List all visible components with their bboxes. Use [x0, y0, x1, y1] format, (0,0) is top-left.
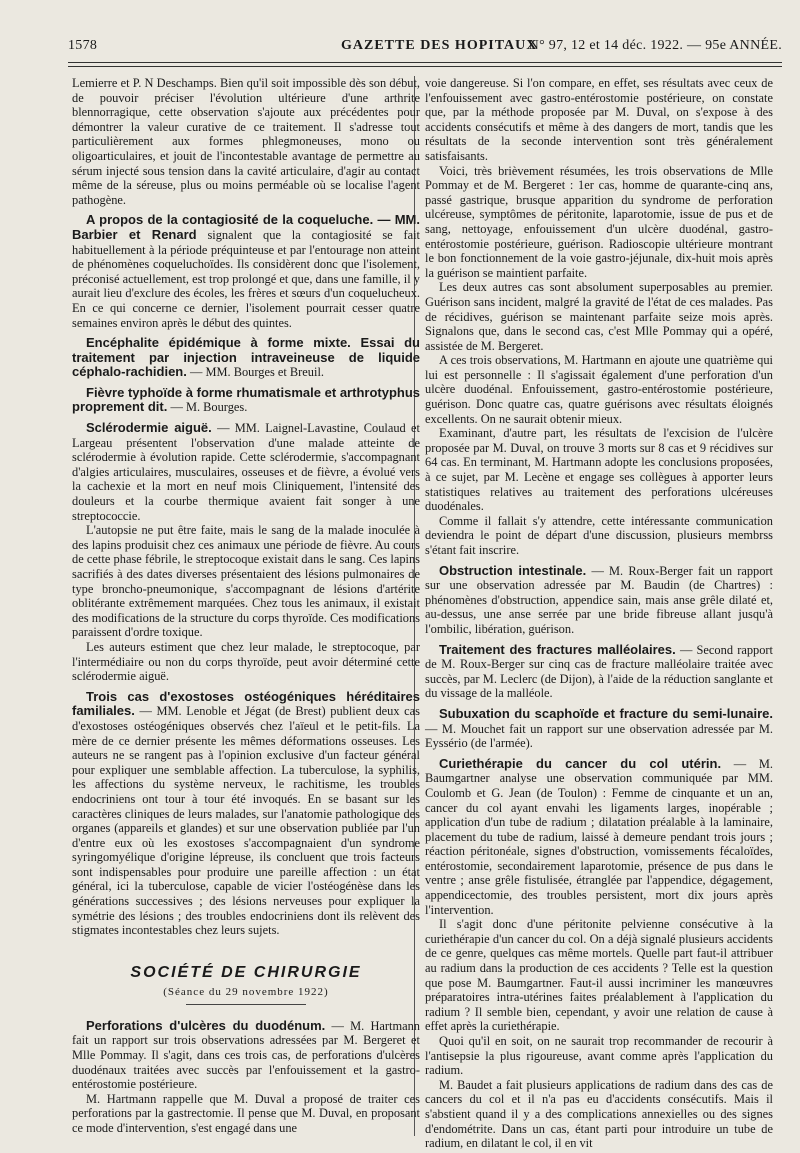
article-title: Traitement des fractures malléolaires.: [439, 641, 676, 657]
article-paragraph: Les auteurs estiment que chez leur malade, le streptocoque, par l'intermédiaire ou non du corps thyroïde, peut avoir déterminé cette sclérodermie aiguë.: [72, 639, 420, 684]
article-paragraph: A ces trois observations, M. Hartmann en ajoute une quatrième qui lui est personnelle : Il s'agissait également d'une perforation d'un ulcère duodénal. Enfouissement, gastro-entérostomie postérieure, guérison. Donc quatre cas, quatre guérisons avec résultats éloignés excellents. On ne saurait obtenir mieux.: [425, 353, 773, 426]
article-paragraph: Examinant, d'autre part, les résultats de l'excision de l'ulcère proposée par M. Duval, on trouve 3 morts sur 8 cas et 9 récidives sur 64 cas. En terminant, M. Hartmann adopte les conclusions proposées, à ce sujet, par M. Lecène et engage ses collègues à apporter leurs statistiques relatives au traitement des perforations ulcéreuses duodénales.: [425, 426, 773, 514]
article-title: Obstruction intestinale.: [439, 562, 587, 578]
article-paragraph: M. Baudet a fait plusieurs applications de radium dans des cas de cancers du col et il n'a pas eu d'accidents consécutifs. Mais il s'abstient quand il y a des complications annexielles ou des signes d'endométrite. Dans un cas, étant parti pour introduire un tube de radium, en dilatant le col, il en vit: [425, 1077, 773, 1151]
header-rule: [68, 62, 782, 63]
section-title: SOCIÉTÉ DE CHIRURGIE: [130, 963, 362, 981]
article-paragraph: Quoi qu'il en soit, on ne saurait trop recommander de recourir à l'antisepsie la plus rigoureuse, avant comme après l'application du radium.: [425, 1034, 773, 1078]
header-rule-2: [68, 66, 782, 67]
article-paragraph: L'autopsie ne put être faite, mais le sang de la malade inoculée à des lapins produisit chez ces animaux une période de fièvre. Au cours de cette phase fébrile, le streptocoque existait dans le sang. Ces lapins sacrifiés à des dates diverses présentaient des lésions pulmonaires de type broncho-pneumonique, s'accompagnant de lésions d'artérite oblitérante extrêmement marquées. Chez tous les animaux, il existait des modifications de la structure du corps thyroïde. Ces modifications paraissent d'ordre toxique.: [72, 523, 420, 640]
article-paragraph: M. Hartmann rappelle que M. Duval a proposé de traiter ces perforations par la gastrectomie. Il pense que M. Duval, en proposant ce mode d'intervention, s'est engagé dans une: [72, 1091, 420, 1135]
left-column: [72, 76, 420, 1136]
article-paragraph: Obstruction intestinale. — M. Roux-Berger fait un rapport sur une observation adressée par M. Baudin (de Chartres) : phénomènes d'obstruction, appendice sain, mais anse grêle dilaté et, au-dessus, une anse serrée par une bride fibreuse allant jusqu'à l'ombilic, libération, guérison.: [425, 562, 773, 636]
article-title: Encéphalite épidémique à forme mixte. Essai du traitement par injection intraveineuse de liquide céphalo-rachidien.: [72, 335, 420, 380]
article-paragraph: Traitement des fractures malléolaires. — Second rapport de M. Roux-Berger sur cinq cas de fracture malléolaire traitée avec succès, par M. Leclerc (de Dijon), à l'aide de la réduction sanglante et du vissage de la malléole.: [425, 641, 773, 701]
article-paragraph: Sclérodermie aiguë. — MM. Laignel-Lavastine, Coulaud et Largeau présentent l'observation d'une malade atteinte de sclérodermie à évolution rapide. Cette sclérodermie, s'accompagnant d'algies articulaires, musculaires, osseuses et de fièvre, a évolué vers la cachexie et la mort en neuf mois Cliniquement, l'intensité des douleurs et la courbe thermique avaient fait songer à une streptococcie.: [72, 420, 420, 523]
article-paragraph: Perforations d'ulcères du duodénum. — M. Hartmann fait un rapport sur trois observations adressées par M. Bergeret et Mlle Pommay. Il s'agit, dans ces trois cas, de perforations d'ulcères duodénaux traitées avec succès par l'enfouissement et la gastro-entérostomie postérieure.: [72, 1017, 421, 1092]
issue-info: N° 97, 12 et 14 déc. 1922. — 95e ANNÉE.: [528, 38, 782, 53]
article-title: A propos de la contagiosité de la coqueluche. — MM. Barbier et Renard: [72, 212, 420, 242]
article-paragraph: A propos de la contagiosité de la coqueluche. — MM. Barbier et Renard signalent que la contagiosité se fait habituellement à la période préquinteuse et par l'entourage non atteint de phénomènes coqueluchoïdes. Ils considèrent donc que l'isolement, préconisé actuellement, est trop prolongé et que, dans une famille, il y aurait lieu d'exclure des écoles, les frères et sœurs d'un coquelucheux. En ce qui concerne ce dernier, l'isolement pourrait cesser quatre semaines environ après le début des quintes.: [72, 212, 420, 330]
article-paragraph: Encéphalite épidémique à forme mixte. Essai du traitement par injection intraveineuse de liquide céphalo-rachidien. — MM. Bourges et Breuil.: [72, 335, 420, 380]
section-heading: [72, 964, 420, 1005]
article-paragraph: Comme il fallait s'y attendre, cette intéressante communication deviendra le point de départ d'une discussion, plusieurs membrss s'étant fait inscrire.: [425, 513, 773, 557]
article-title: Perforations d'ulcères du duodénum.: [86, 1017, 326, 1033]
journal-title: GAZETTE DES HOPITAUX: [341, 38, 538, 53]
article-paragraph: Fièvre typhoïde à forme rhumatismale et arthrotyphus proprement dit. — M. Bourges.: [72, 384, 420, 415]
right-column: [425, 76, 773, 1151]
article-title: Curiethérapie du cancer du col utérin.: [439, 755, 722, 771]
article-title: Trois cas d'exostoses ostéogéniques héréditaires familiales.: [72, 688, 420, 719]
article-title: Subuxation du scaphoïde et fracture du semi-lunaire.: [439, 705, 773, 721]
section-divider: [186, 1004, 306, 1005]
page-number: 1578: [68, 38, 98, 53]
article-paragraph: voie dangereuse. Si l'on compare, en effet, ses résultats avec ceux de l'enfouissement avec gastro-entérostomie postérieure, on constate que, par la méthode proposée par M. Duval, on s'expose à des accidents consécutifs et même à des dangers de mort, tandis que les résultats de la seconde intervention sont très généralement satisfaisants.: [425, 76, 773, 163]
article-paragraph: Curiethérapie du cancer du col utérin. — M. Baumgartner analyse une observation communiquée par MM. Coulomb et G. Jean (de Toulon) : Femme de cinquante et un an, cancer du col ayant envahi les ligaments larges, inopérable ; application d'un tube de radium ; dilatation préalable à la laminaire, placement du tube de radium, laissé à demeure pendant trois jours ; réaction péritonéale, signes d'obstruction, vomissements fécaloïdes, entérostomie, secondairement laparotomie, présence de pus dans le ventre ; anse grêle fistulisée, étranglée par l'appendice, dégagement, appendicectomie, des troubles persistent, mort dix jours après l'intervention.: [425, 755, 773, 917]
article-paragraph: Trois cas d'exostoses ostéogéniques héréditaires familiales. — MM. Lenoble et Jégat (de Brest) publient deux cas d'exostoses ostéogéniques observés chez l'aïeul et le petit-fils. La mère de ce dernier présente les mêmes déformations osseuses. Les auteurs ne se rangent pas à l'opinion exclusive d'un facteur général pour expliquer une semblable affection. La tuberculose, la syphilis, les affections du système nerveux, le rachitisme, les troubles endocriniens ont tour à tour été invoqués. En se basant sur les caractères cliniques de leurs malades, sur l'anatomie pathologique des organes (appareils et glandes) et sur une observation publiée par l'un d'entre eux où les exostoses s'accompagnaient d'un syndrome syringomyélique d'origine lépreuse, ils concluent que trois facteurs sont indispensables pour produire une pareille affection : un état général, ici la tuberculose, capable de vicier l'ostéogénèse dans les générations successives ; des lésions nerveuses pour expliquer la symétrie des lésions ; des troubles endocriniens dont ils relèvent des stigmates incontestables chez leurs sujets.: [72, 688, 420, 938]
article-title: Fièvre typhoïde à forme rhumatismale et arthrotyphus proprement dit.: [72, 384, 420, 415]
page-header: [68, 38, 782, 60]
article-paragraph: Subuxation du scaphoïde et fracture du semi-lunaire. — M. Mouchet fait un rapport sur une observation adressée par M. Eyssério (de l'armée).: [425, 705, 773, 751]
article-paragraph: Les deux autres cas sont absolument superposables au premier. Guérison sans incident, malgré la gravité de l'état de ces malades. Pas de récidives, guérison se maintenant parfaite seize mois après. Signalons que, dans le second cas, c'est Mlle Pommay qui a opéré, assistée de M. Bergeret.: [425, 280, 773, 353]
article-paragraph: Lemierre et P. N Deschamps. Bien qu'il soit impossible dès son début, de pouvoir préciser l'évolution ultérieure d'une arthrite blennorragique, cette observation s'ajoute aux précédentes pour démontrer la valeur curative de ce traitement. Il s'adresse tout particulièrement aux formes phlegmoneuses, mono ou oligoarticulaires, et jouit de l'incontestable avantage de permettre au sérum injecté sous tension dans la cavité articulaire, d'agir au contact même de la séreuse, plus ou moins perméable où se localise l'agent pathogène.: [72, 76, 420, 207]
article-paragraph: Voici, très brièvement résumées, les trois observations de Mlle Pommay et de M. Bergeret : 1er cas, homme de quarante-cinq ans, passé gastrique, brusque apparition du syndrome de perforation ulcéreuse, symptômes de péritonite, laparotomie, issue de pus et de sang, nettoyage, enfouissement d'un ulcère duodénal, gastro-entérostomie postérieure, guérison. Radioscopie ultérieure montrant le bon fonctionnement de la voie gastro-jéjunale, dix-huit mois après la guérison se maintient parfaite.: [425, 163, 773, 280]
article-paragraph: Il s'agit donc d'une péritonite pelvienne consécutive à la curiethérapie d'un cancer du col. On a déjà signalé plusieurs accidents de ce genre, quelques cas même mortels. Quelle part faut-il attribuer au radium dans la production de ces accidents ? Telle est la question que pose M. Baumgartner. Faut-il aussi incriminer les manœuvres préparatoires intra-utérines faites préalablement à l'application du radium ? Il semble bien, cependant, y avoir une relation de cause à effet après la curiethérapie.: [425, 917, 773, 1034]
article-title: Sclérodermie aiguë.: [86, 420, 212, 436]
section-subtitle: (Séance du 29 novembre 1922): [163, 985, 329, 998]
